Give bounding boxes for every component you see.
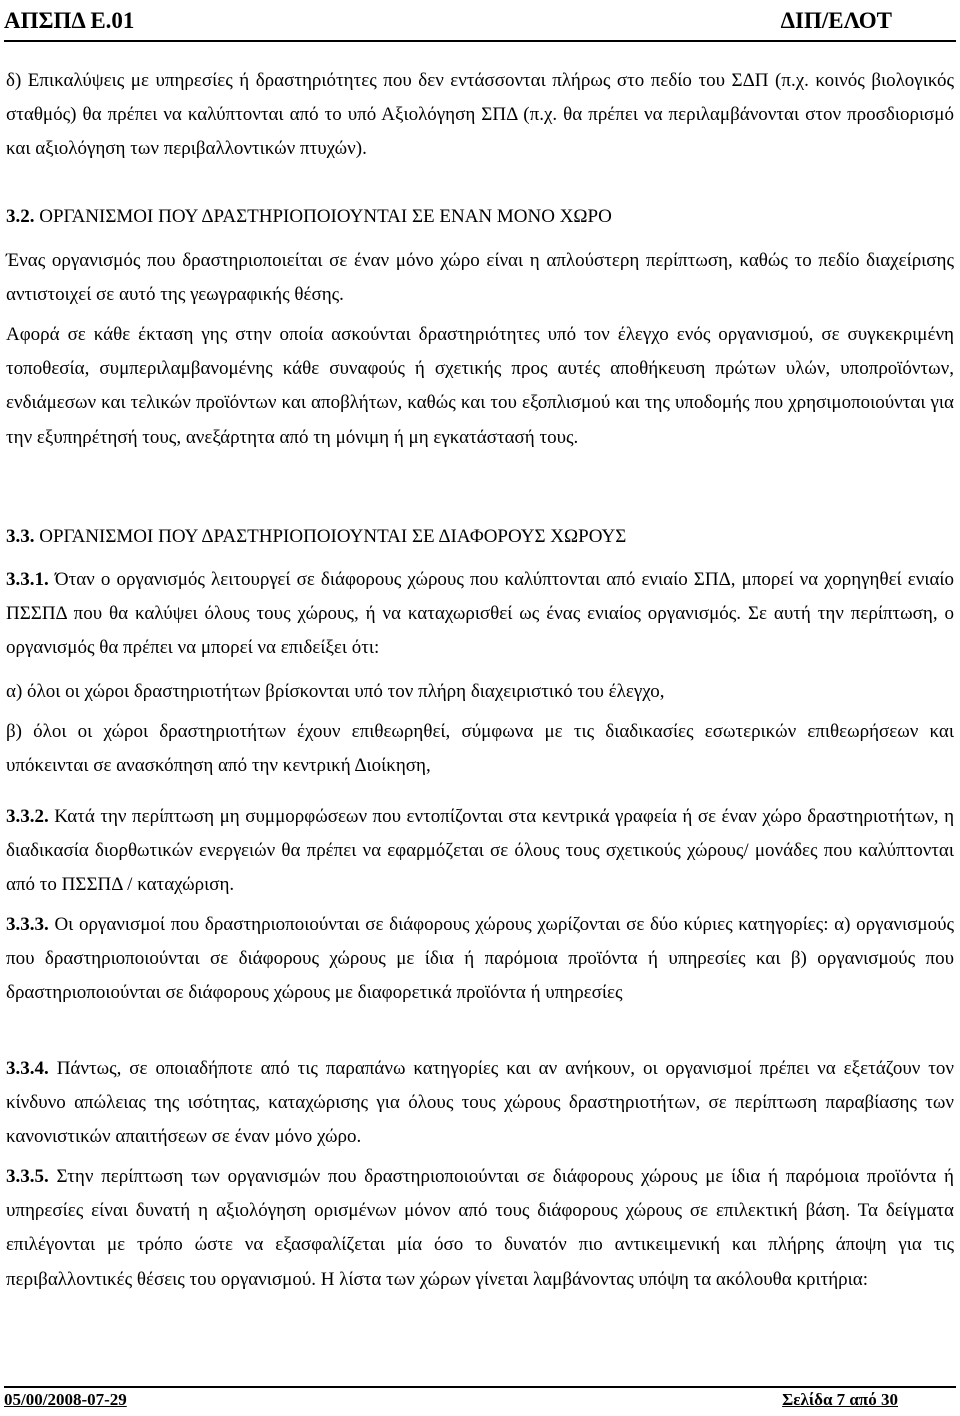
clause-number: 3.3.5. xyxy=(6,1166,49,1187)
paragraph-3-3-2 xyxy=(6,800,954,903)
paragraph-item-a: α) όλοι οι χώροι δραστηριοτήτων βρίσκονται υπό τον πλήρη διαχειριστικό του έλεγχο, xyxy=(6,681,665,702)
clause-number: 3.3.2. xyxy=(6,806,49,827)
header-organization: ΔΙΠ/ΕΛΟΤ xyxy=(780,8,892,33)
clause-text: Στην περίπτωση των οργανισμών που δραστηριοποιούνται σε διάφορους χώρους με ίδια ή παρόμοια προϊόντα ή υπηρεσίες είναι δυνατή η αξιολόγηση ορισμένων μόνον από τους διάφορους χώρους σε επιλεκτική βάση. Τα δείγματα επιλέγονται με τρόπο ώστε να εξασφαλίζεται μία όσο το δυνατόν πιο αντικειμενική και πλήρης άποψη για τις περιβαλλοντικές θέσεις του οργανισμού. Η λίστα των χώρων γίνεται λαμβάνοντας υπόψη τα ακόλουθα κριτήρια: xyxy=(6,1166,954,1290)
paragraph-3-2-a: Ένας οργανισμός που δραστηριοποιείται σε έναν μόνο χώρο είναι η απλούστερη περίπτωση, καθώς το πεδίο διαχείρισης αντιστοιχεί σε αυτό της γεωγραφικής θέσης. xyxy=(6,250,954,306)
header-rule xyxy=(4,40,956,42)
clause-text: Πάντως, σε οποιαδήποτε από τις παραπάνω κατηγορίες και αν ανήκουν, οι οργανισμοί πρέπει να εξετάζουν τον κίνδυνο απώλειας της ισότητας, καταχώρισης για όλους τους χώρους δραστηριοτήτων, σε περίπτωση παραβίασης των κανονιστικών απαιτήσεων σε έναν μόνο χώρο. xyxy=(6,1058,954,1148)
paragraph-3-3-1 xyxy=(6,563,954,666)
clause-text: Οι οργανισμοί που δραστηριοποιούνται σε διάφορους χώρους χωρίζονται σε δύο κύριες κατηγορίες: α) οργανισμούς που δραστηριοποιούνται σε διάφορους χώρους με ίδια ή παρόμοια προϊόντα ή υπηρεσίες και β) οργανισμούς που δραστηριοποιούνται σε διάφορους χώρους με διαφορετικά προϊόντα ή υπηρεσίες xyxy=(6,914,954,1004)
clause-number: 3.3.1. xyxy=(6,569,49,590)
section-number: 3.2. xyxy=(6,206,35,227)
clause-number: 3.3.4. xyxy=(6,1058,49,1079)
paragraph-3-3-4 xyxy=(6,1052,954,1155)
paragraph-3-2-b: Αφορά σε κάθε έκταση γης στην οποία ασκούνται δραστηριότητες υπό τον έλεγχο ενός οργανισμού, σε συγκεκριμένη τοποθεσία, συμπεριλαμβανομένης κάθε συναφούς ή σχετικής προς αυτές αποθήκευση πρώτων υλών, υποπροϊόντων, ενδιάμεσων και τελικών προϊόντων και αποβλήτων, καθώς και του εξοπλισμού και της υποδομής που χρησιμοποιούνται για την εξυπηρέτησή τους, ανεξάρτητα από τη μόνιμη ή μη εγκατάστασή τους. xyxy=(6,324,954,448)
paragraph-3-3-3 xyxy=(6,908,954,1011)
header-doc-code: ΑΠΣΠΔ Ε.01 xyxy=(4,8,135,33)
footer-page-number: Σελίδα 7 από 30 xyxy=(782,1390,898,1409)
section-heading-3-2 xyxy=(6,202,612,232)
section-number: 3.3. xyxy=(6,526,35,547)
paragraph-d: δ) Επικαλύψεις με υπηρεσίες ή δραστηριότητες που δεν εντάσσονται πλήρως στο πεδίο του ΣΔΠ (π.χ. κοινός βιολογικός σταθμός) θα πρέπει να καλύπτονται από το υπό Αξιολόγηση ΣΠΔ (π.χ. θα πρέπει να περιλαμβάνονται στον προσδιορισμό και αξιολόγηση των περιβαλλοντικών πτυχών). xyxy=(6,70,954,160)
footer-version-date: 05/00/2008-07-29 xyxy=(4,1390,127,1409)
clause-number: 3.3.3. xyxy=(6,914,49,935)
section-heading-3-3 xyxy=(6,522,626,552)
paragraph-item-b: β) όλοι οι χώροι δραστηριοτήτων έχουν επιθεωρηθεί, σύμφωνα με τις διαδικασίες εσωτερικών επιθεωρήσεων και υπόκεινται σε ανασκόπηση από την κεντρική Διοίκηση, xyxy=(6,721,954,777)
section-title: ΟΡΓΑΝΙΣΜΟΙ ΠΟΥ ΔΡΑΣΤΗΡΙΟΠΟΙΟΥΝΤΑΙ ΣΕ ΔΙΑΦΟΡΟΥΣ ΧΩΡΟΥΣ xyxy=(39,526,627,547)
clause-text: Όταν ο οργανισμός λειτουργεί σε διάφορους χώρους που καλύπτονται από ενιαίο ΣΠΔ, μπορεί να χορηγηθεί ενιαίο ΠΣΣΠΔ που θα καλύψει όλους τους χώρους, ή να καταχωρισθεί ως ένας ενιαίος οργανισμός. Σε αυτή την περίπτωση, ο οργανισμός θα πρέπει να μπορεί να επιδείξει ότι: xyxy=(6,569,955,659)
section-title: ΟΡΓΑΝΙΣΜΟΙ ΠΟΥ ΔΡΑΣΤΗΡΙΟΠΟΙΟΥΝΤΑΙ ΣΕ ΕΝΑΝ ΜΟΝΟ ΧΩΡΟ xyxy=(39,206,612,227)
paragraph-3-3-5 xyxy=(6,1160,954,1297)
clause-text: Κατά την περίπτωση μη συμμορφώσεων που εντοπίζονται στα κεντρικά γραφεία ή σε έναν χώρο δραστηριοτήτων, η διαδικασία διορθωτικών ενεργειών θα πρέπει να εφαρμόζεται σε όλους τους σχετικούς χώρους/ μονάδες που καλύπτονται από το ΠΣΣΠΔ / καταχώριση. xyxy=(6,806,955,896)
